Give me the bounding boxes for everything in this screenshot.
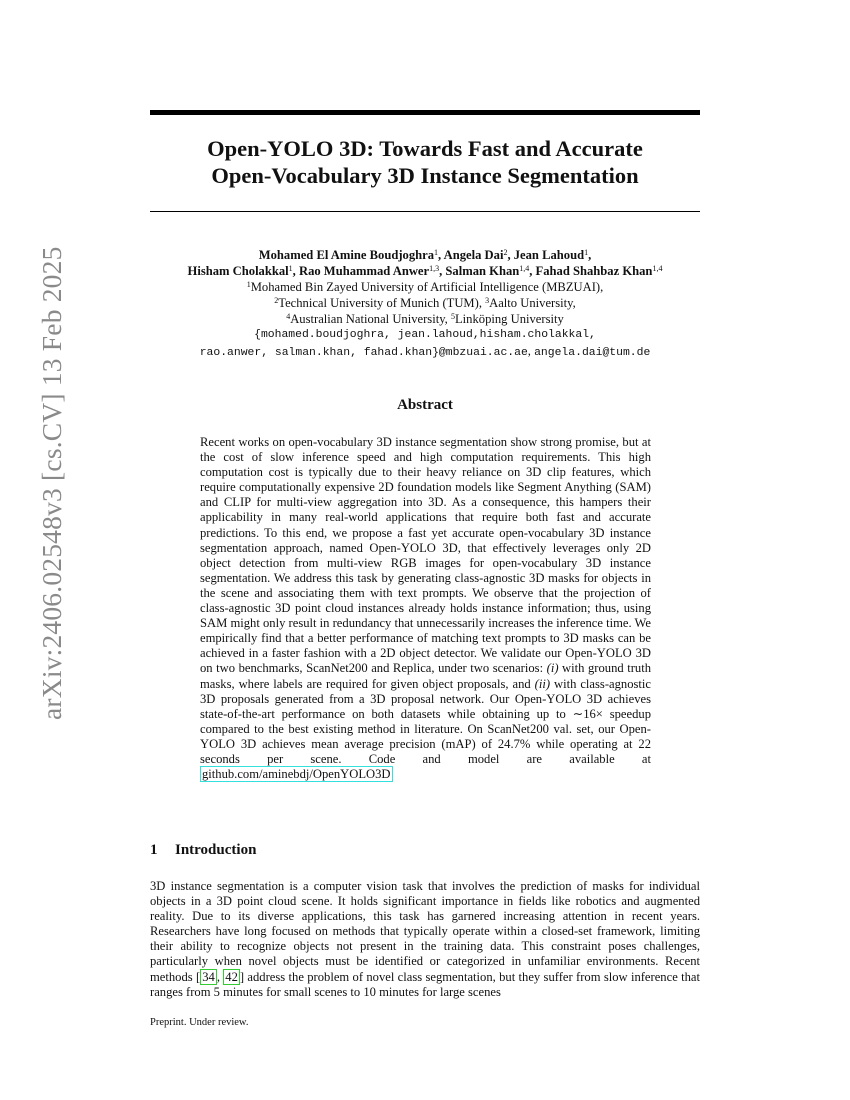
intro-text: address the problem of novel class segmentation, but they suffer from slow inference that ranges from 5 minutes for small scenes to 10 minutes for large scenes (150, 969, 700, 999)
abstract-heading: Abstract (397, 397, 453, 413)
author-name: Rao Muhammad Anwer (298, 264, 430, 278)
author-name: Salman Khan (445, 264, 520, 278)
affiliation: Aalto University, (489, 296, 576, 310)
citation-link[interactable]: 34 (202, 969, 215, 984)
email-line-2 (100, 343, 750, 361)
author-affil-sup: 2 (503, 248, 508, 257)
preprint-footer: Preprint. Under review. (150, 1017, 249, 1028)
abstract-body (200, 435, 651, 782)
abstract-text: with ground truth masks, where labels are required for given object proposals, and (200, 661, 651, 691)
arxiv-identifier-stamp: arXiv:2406.02548v3 [cs.CV] 13 Feb 2025 (36, 246, 67, 720)
title-line-2: Open-Vocabulary 3D Instance Segmentation (211, 163, 639, 188)
intro-text: 3D instance segmentation is a computer vision task that involves the prediction of masks for individual objects in a 3D point cloud scene. It holds significant importance in fields like robotics and augmented reality. Due to its diverse applications, this task has garnered increasing attention in recent years. Researchers have long focused on methods that typically operate within a closed-set framework, limiting their ability to recognize objects not present in the training data. This constraint poses challenges, particularly when novel objects must be identified or categorized in unfamiliar environments. Recent methods (150, 879, 700, 984)
author-name: Fahad Shahbaz Khan (535, 264, 653, 278)
author-name: Jean Lahoud (513, 248, 585, 262)
author-block (100, 247, 750, 361)
author-name: Mohamed El Amine Boudjoghra (258, 248, 435, 262)
paper-title (150, 135, 700, 189)
abstract-text: with class-agnostic 3D proposals generated from a 3D proposal network. Our Open-YOLO 3D achieves state-of-the-art performance on both datasets while obtaining up to ∼16× speedup compared to the best existing method in literature. On ScanNet200 val. set, our Open-YOLO 3D achieves mean average precision (mAP) of 24.7% while operating at 22 seconds per scene. Code and model are available at (200, 676, 651, 766)
title-bottom-rule (150, 211, 700, 212)
author-line-1: Mohamed El Amine Boudjoghra$^1$, Angela Dai$^2$, Jean Lahoud$^1$, (258, 248, 592, 262)
abstract-text: Recent works on open-vocabulary 3D instance segmentation show strong promise, but at the cost of slow inference speed and high computation requirements. This high computation cost is typically due to their heavy reliance on 3D clip features, which require computationally expensive 2D foundation models like Segment Anything (SAM) and CLIP for multi-view aggregation into 3D. As a consequence, this hampers their applicability in many real-world applications that require both fast and accurate predictions. To this end, we propose a fast yet accurate open-vocabulary 3D instance segmentation approach, named Open-YOLO 3D, that effectively leverages only 2D object detection from multi-view RGB images for open-vocabulary 3D instance segmentation. We address this task by generating class-agnostic 3D masks for objects in the scene and associating them with text prompts. We observe that the projection of class-agnostic 3D point cloud instances already holds instance information; thus, using SAM might only result in redundancy that unnecessarily increases the inference time. We empirically find that a better performance of matching text prompts to 3D masks can be achieved in a faster fashion with a 2D object detector. We validate our Open-YOLO 3D on two benchmarks, ScanNet200 and Replica, under two scenarios: (200, 435, 651, 676)
code-link[interactable]: github.com/aminebdj/OpenYOLO3D (202, 767, 391, 782)
affiliation-line-2 (100, 295, 750, 311)
author-affil-sup: 1,3 (429, 264, 440, 273)
affiliation: Linköping University (454, 312, 564, 326)
author-affil-sup: 1 (584, 248, 589, 257)
title-line-1: Open-YOLO 3D: Towards Fast and Accurate (207, 136, 643, 161)
affil-sup: 2 (274, 296, 279, 305)
affiliation: Technical University of Munich (TUM), (278, 296, 486, 310)
abstract-italic: (ii) (534, 676, 551, 691)
affiliation-line-3 (100, 311, 750, 327)
email-tail: angela.dai@tum.de (534, 347, 651, 359)
author-name: Angela Dai (443, 248, 504, 262)
section-title: Introduction (175, 842, 257, 858)
section-number: 1 (150, 842, 158, 858)
affil-sup: 1 (246, 280, 251, 289)
author-affil-sup: 1,4 (652, 264, 663, 273)
author-affil-sup: 1,4 (519, 264, 530, 273)
affiliation: Australian National University, (290, 312, 451, 326)
introduction-body: 3D instance segmentation is a computer vision task that involves the prediction of masks for individual objects in a 3D point cloud scene. It holds significant importance in fields like robotics and augmented reality. Due to its diverse applications, this task has garnered increasing attention in recent years. Researchers have long focused on methods that typically operate within a closed-set framework, limiting their ability to recognize objects not present in the training data. This constraint poses challenges, particularly when novel objects must be identified or categorized in unfamiliar environments. Recent methods [ 34 , 42 ] address the problem of novel class segmentation, but they suffer from slow inference that ranges from 5 minutes for small scenes to 10 minutes for large scenes (150, 879, 700, 999)
section-heading-introduction (150, 842, 256, 859)
citation-link[interactable]: 42 (225, 969, 238, 984)
author-affil-sup: 1 (434, 248, 439, 257)
affiliation-line-1 (100, 279, 750, 295)
affil-sup: 3 (485, 296, 490, 305)
abstract-italic: (i) (546, 661, 559, 676)
title-top-rule (150, 110, 700, 115)
email-line-1: {mohamed.boudjoghra, jean.lahoud,hisham.cholakkal, (254, 329, 596, 341)
email-separator: , (527, 344, 535, 358)
email-group: rao.anwer, salman.khan, fahad.khan}@mbzuai.ac.ae (199, 347, 528, 359)
affiliation: Mohamed Bin Zayed University of Artificial Intelligence (MBZUAI), (250, 280, 604, 294)
author-name: Hisham Cholakkal (187, 264, 289, 278)
affil-sup: 5 (450, 312, 455, 321)
author-affil-sup: 1 (288, 264, 293, 273)
affil-sup: 4 (286, 312, 291, 321)
author-line-2: Hisham Cholakkal$^1$, Rao Muhammad Anwer$^{1,3}$, Salman Khan$^{1,4}$, Fahad Shahbaz Khan$^{1,4}$ (187, 264, 663, 278)
